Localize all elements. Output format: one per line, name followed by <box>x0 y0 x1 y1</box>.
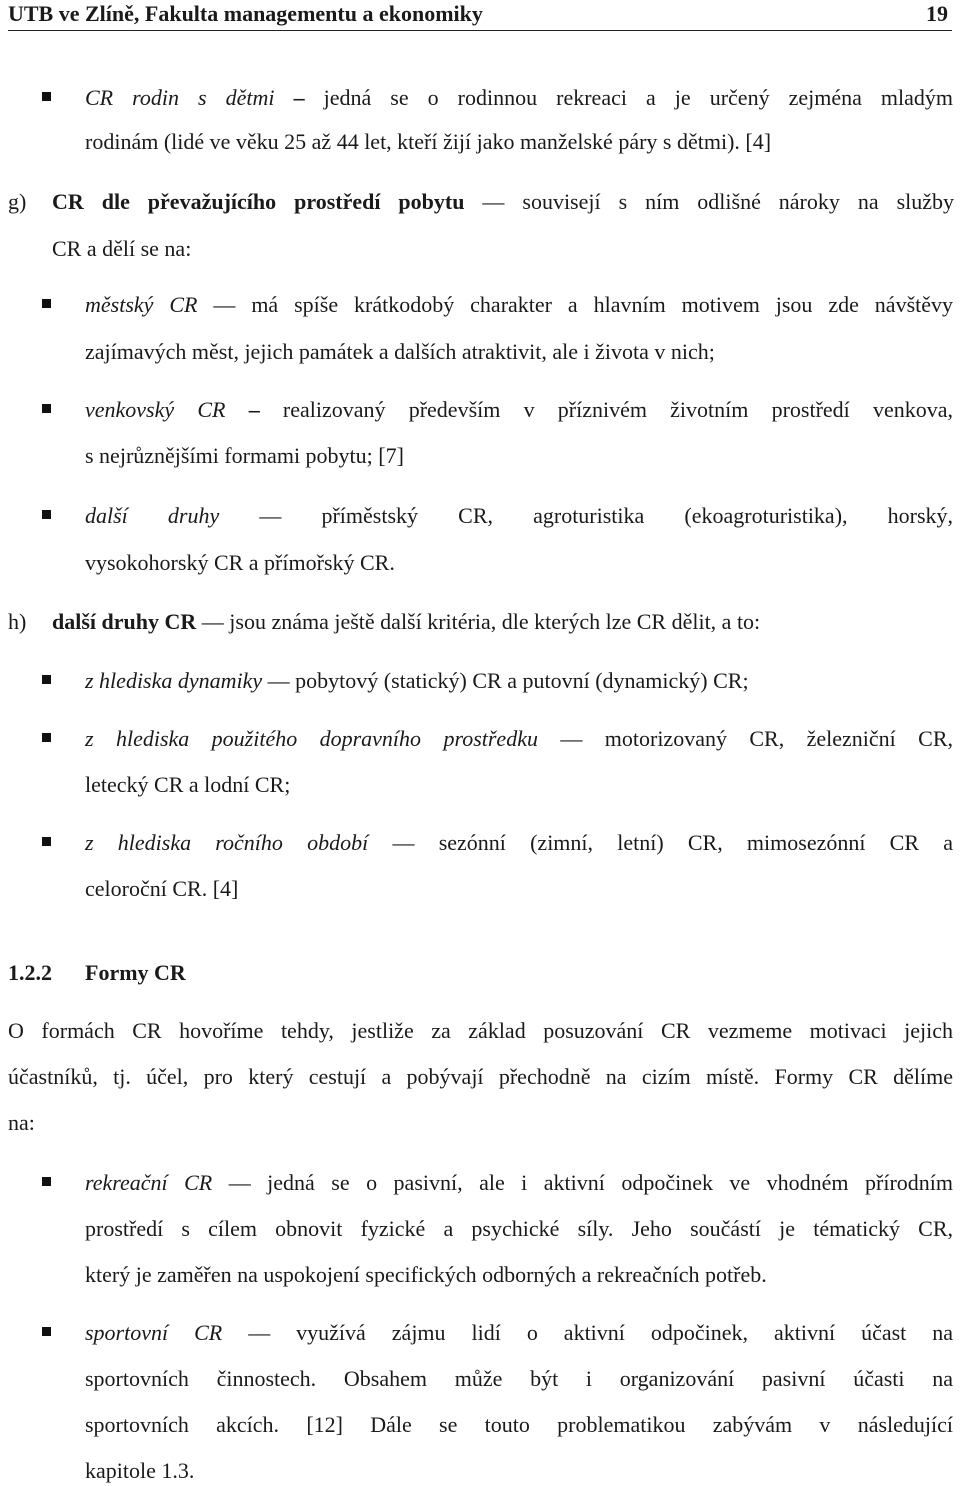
page-header <box>8 0 952 31</box>
list-item-continuation: kapitole 1.3. <box>85 1458 195 1483</box>
list-item: venkovský CR – realizovaný především v příznivém životním prostředí venkova, <box>85 397 954 422</box>
paragraph-line: O formách CR hovoříme tehdy, jestliže za základ posuzování CR vezmeme motivaci jejich <box>8 1018 953 1043</box>
list-item: městský CR — má spíše krátkodobý charakter a hlavním motivem jsou zde návštěvy <box>85 292 954 317</box>
list-item-continuation: sportovních akcích. [12] Dále se touto problematikou zabývám v následující <box>85 1412 953 1437</box>
header-title: UTB ve Zlíně, Fakulta managementu a ekonomiky <box>8 1 483 26</box>
list-item: z hlediska použitého dopravního prostředku — motorizovaný CR, železniční CR, <box>85 726 953 751</box>
list-item-continuation: sportovních činnostech. Obsahem může být i organizování pasivní účasti na <box>85 1366 953 1391</box>
bullet-icon <box>42 404 51 413</box>
section-number: 1.2.2 <box>8 960 52 985</box>
list-item-continuation: rodinám (lidé ve věku 25 až 44 let, kteří žijí jako manželské páry s dětmi). [4] <box>85 129 772 154</box>
bullet-icon <box>42 1327 51 1336</box>
bullet-icon <box>42 510 51 519</box>
list-item: CR rodin s dětmi – jedná se o rodinnou rekreaci a je určený zejména mladým <box>85 85 954 110</box>
section-title: Formy CR <box>85 960 186 985</box>
list-item-continuation: který je zaměřen na uspokojení specifických odborných a rekreačních potřeb. <box>85 1262 767 1287</box>
list-item-continuation: letecký CR a lodní CR; <box>85 772 291 797</box>
list-item-continuation: s nejrůznějšími formami pobytu; [7] <box>85 443 404 468</box>
list-item: rekreační CR — jedná se o pasivní, ale i aktivní odpočinek ve vhodném přírodním <box>85 1170 953 1195</box>
bullet-icon <box>42 733 51 742</box>
subsection-g: CR dle převažujícího prostředí pobytu — souvisejí s ním odlišné nároky na služby <box>52 189 955 214</box>
list-marker: h) <box>8 609 27 634</box>
paragraph-line: na: <box>8 1110 35 1135</box>
list-item: sportovní CR — využívá zájmu lidí o aktivní odpočinek, aktivní účast na <box>85 1320 954 1345</box>
subsection-h: další druhy CR — jsou známa ještě další kritéria, dle kterých lze CR dělit, a to: <box>52 609 761 634</box>
list-item-continuation: celoroční CR. [4] <box>85 876 239 901</box>
subsection-g-continuation: CR a dělí se na: <box>52 236 192 261</box>
list-item-continuation: prostředí s cílem obnovit fyzické a psychické síly. Jeho součástí je tématický CR, <box>85 1216 953 1241</box>
list-item: z hlediska ročního období — sezónní (zimní, letní) CR, mimosezónní CR a <box>85 830 954 855</box>
list-item: další druhy — příměstský CR, agroturistika (ekoagroturistika), horský, <box>85 503 954 528</box>
paragraph-line: účastníků, tj. účel, pro který cestují a pobývají přechodně na cizím místě. Formy CR dělíme <box>8 1064 953 1089</box>
bullet-icon <box>42 837 51 846</box>
bullet-icon <box>42 675 51 684</box>
list-item-continuation: zajímavých měst, jejich památek a dalších atraktivit, ale i života v nich; <box>85 339 715 364</box>
list-item: z hlediska dynamiky — pobytový (statický) CR a putovní (dynamický) CR; <box>85 668 749 693</box>
bullet-icon <box>42 1177 51 1186</box>
list-marker: g) <box>8 189 27 214</box>
list-item-continuation: vysokohorský CR a přímořský CR. <box>85 550 395 575</box>
bullet-icon <box>42 299 51 308</box>
page-number: 19 <box>926 1 948 26</box>
bullet-icon <box>42 92 51 101</box>
